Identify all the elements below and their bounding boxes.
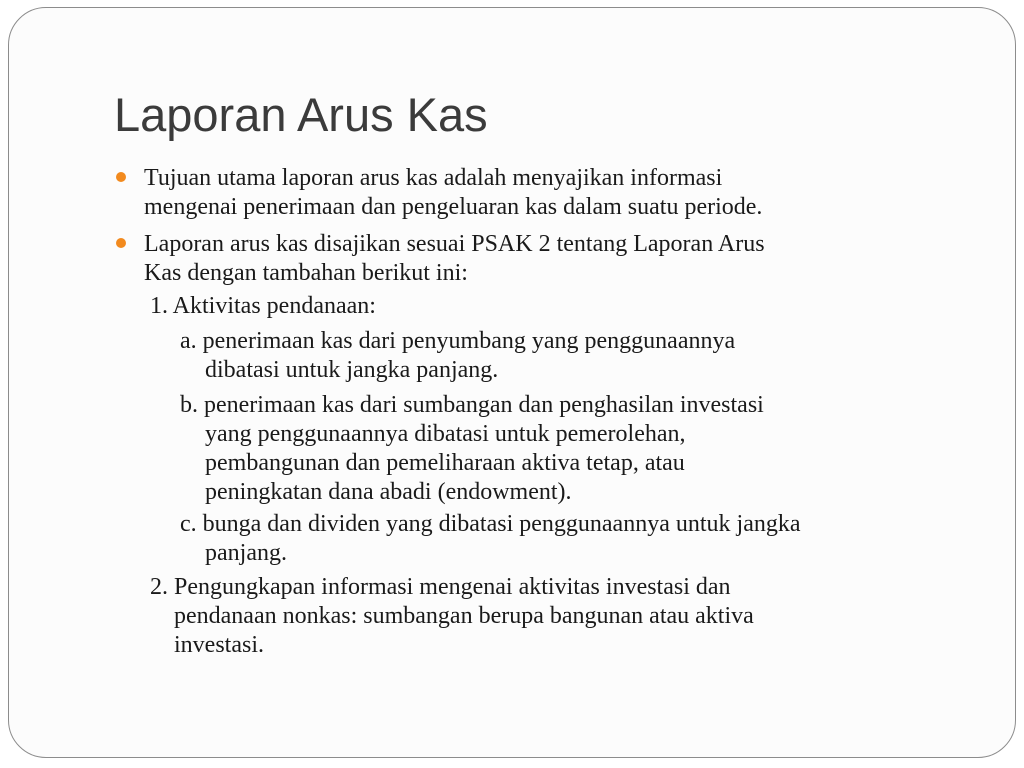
item-2-line-2: pendanaan nonkas: sumbangan berupa bangunan atau aktiva bbox=[174, 603, 754, 629]
item-1-sub-a bbox=[180, 327, 735, 356]
bullet-item-2 bbox=[144, 230, 765, 288]
bullet-1-line-2: mengenai penerimaan dan pengeluaran kas dalam suatu periode. bbox=[144, 194, 763, 220]
item-1-sub-c-cont bbox=[205, 539, 287, 568]
sub-b-line-4: peningkatan dana abadi (endowment). bbox=[205, 479, 572, 505]
sub-a-line-2: dibatasi untuk jangka panjang. bbox=[205, 357, 499, 383]
bullet-item-1 bbox=[144, 164, 762, 222]
sub-b-line-3: pembangunan dan pemeliharaan aktiva tetap, atau bbox=[205, 450, 685, 476]
sub-b-line-2: yang penggunaannya dibatasi untuk pemerolehan, bbox=[205, 421, 686, 447]
item-1-sub-c bbox=[180, 510, 801, 539]
sub-a-line-1: a. penerimaan kas dari penyumbang yang penggunaannya bbox=[180, 328, 736, 354]
bullet-dot-icon bbox=[116, 172, 126, 182]
bullet-2-line-1: Laporan arus kas disajikan sesuai PSAK 2 tentang Laporan Arus bbox=[144, 231, 765, 257]
item-1-sub-b-cont bbox=[205, 420, 686, 507]
item-1-heading: 1. Aktivitas pendanaan: bbox=[150, 293, 376, 319]
item-1-sub-b bbox=[180, 391, 764, 420]
item-2-cont bbox=[174, 602, 754, 660]
bullet-1-line-1: Tujuan utama laporan arus kas adalah menyajikan informasi bbox=[144, 165, 723, 191]
sub-c-line-2: panjang. bbox=[205, 540, 287, 566]
item-2-line-1: 2. Pengungkapan informasi mengenai aktivitas investasi dan bbox=[150, 574, 731, 600]
sub-b-line-1: b. penerimaan kas dari sumbangan dan penghasilan investasi bbox=[180, 392, 764, 418]
item-2-line-3: investasi. bbox=[174, 632, 264, 658]
bullet-dot-icon bbox=[116, 238, 126, 248]
item-2 bbox=[150, 573, 731, 602]
bullet-2-line-2: Kas dengan tambahan berikut ini: bbox=[144, 260, 468, 286]
slide-title: Laporan Arus Kas bbox=[114, 88, 488, 141]
item-1-sub-a-cont bbox=[205, 356, 498, 385]
sub-c-line-1: c. bunga dan dividen yang dibatasi penggunaannya untuk jangka bbox=[180, 511, 801, 537]
